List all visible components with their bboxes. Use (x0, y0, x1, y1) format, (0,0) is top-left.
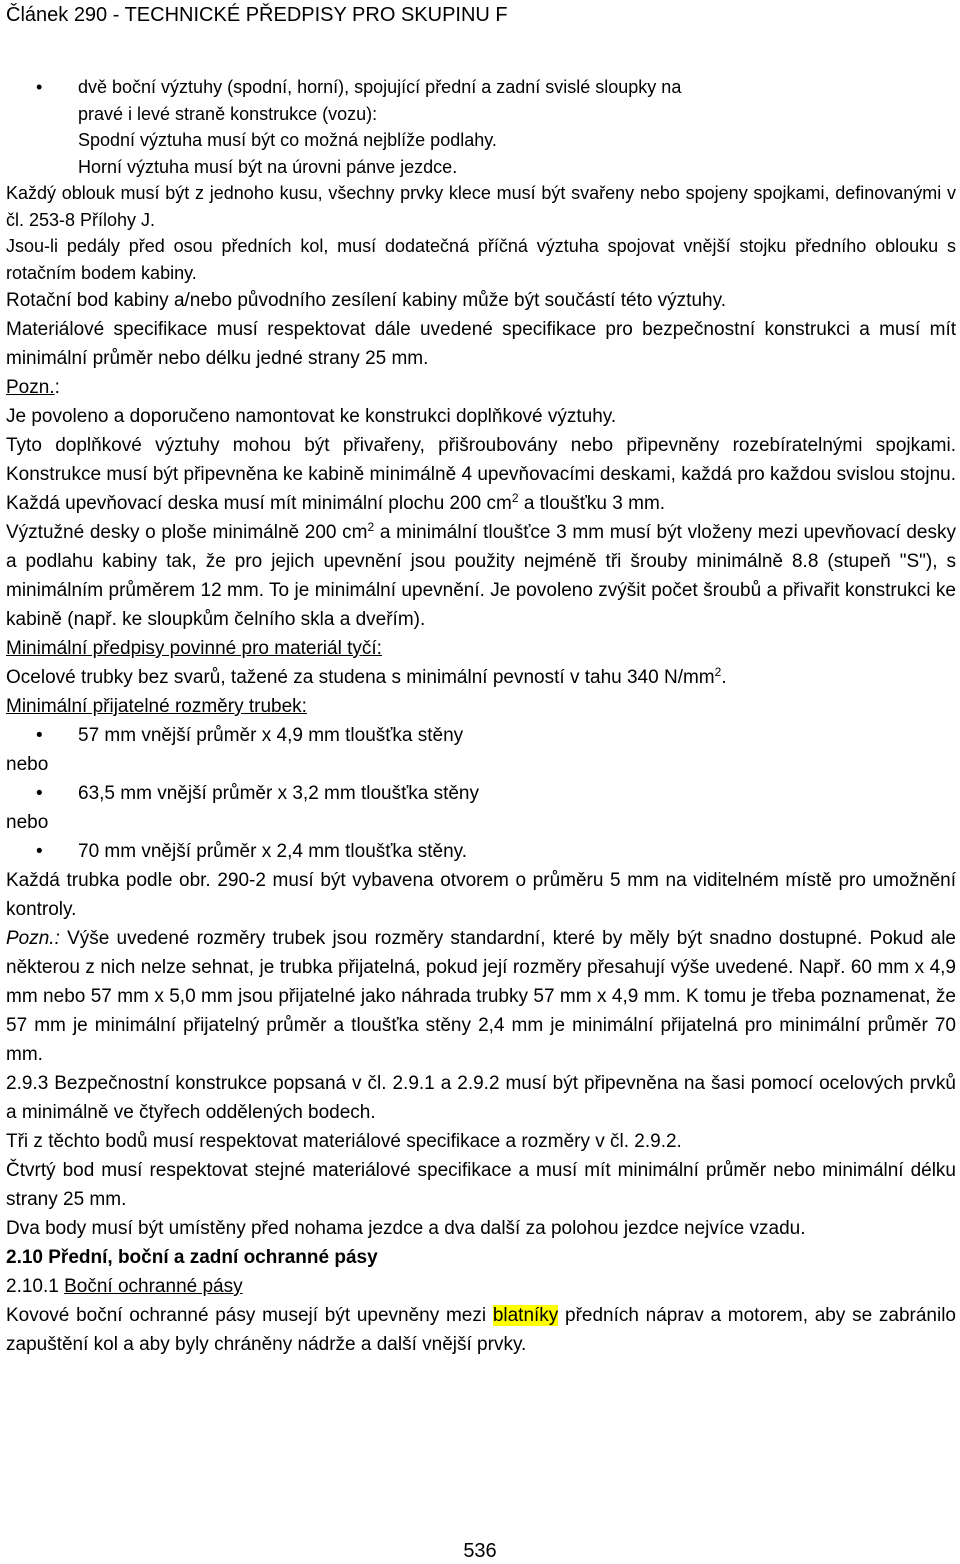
text: a tloušťku 3 mm. (518, 493, 666, 514)
bullet-icon: • (36, 841, 43, 862)
list-item (6, 721, 956, 750)
paragraph-tri-body: Tři z těchto bodů musí respektovat materiálové specifikace a rozměry v čl. 2.9.2. (6, 1131, 682, 1152)
bullet-icon: • (36, 77, 43, 97)
tube-spec: 63,5 mm vnější průměr x 3,2 mm tloušťka stěny (78, 783, 479, 804)
text: a minimální tloušťce 3 mm musí být vloženy mezi upevňovací desky a podlahu kabiny tak, že pro jejich upevnění jsou použity nejméně tři šrouby minimálně 8.8 (stupeň "S"), s minimálním průměrem 12 mm. To je minimální upevnění. Je povoleno zvýšit počet šroubů a přivařit konstrukci ke kabině (např. ke sloupkům čelního skla a dveřím). (6, 522, 956, 630)
paragraph-dva-body: Dva body musí být umístěny před nohama jezdce a dva další za polohou jezdce nejvíce vzadu. (6, 1218, 806, 1239)
heading-material: Minimální předpisy povinné pro materiál tyčí: (6, 638, 382, 659)
bullet-text: pravé i levé straně konstrukce (vozu): (78, 103, 378, 124)
paragraph-doplnkove (6, 431, 956, 518)
superscript: 2 (367, 520, 375, 534)
text: předních náprav a motorem, aby se zabránilo zapuštění kol a aby byly chráněny nádrže a další vnější prvky. (6, 1305, 956, 1355)
paragraph-ctvrty-bod: Čtvrtý bod musí respektovat stejné materiálové specifikace a musí mít minimální průměr nebo minimální délku strany 25 mm. (6, 1160, 956, 1210)
bullet-block-side-braces (6, 74, 956, 286)
text: Tyto doplňkové výztuhy mohou být přivařeny, přišroubovány nebo připevněny rozebíratelnými spojkami. Konstrukce musí být připevněna ke kabině minimálně 4 upevňovacími deskami, každá pro každou svislou stojnu. Každá upevňovací deska musí mít minimální plochu 200 cm (6, 435, 956, 514)
bullet-text: dvě boční výztuhy (spodní, horní), spojující přední a zadní svislé sloupky na (78, 77, 682, 97)
list-item (6, 74, 956, 101)
subsection-heading-2-10-1 (6, 1272, 956, 1301)
text: Výše uvedené rozměry trubek jsou rozměry standardní, které by měly být snadno dostupné. Pokud ale některou z nich nelze sehnat, je trubka přijatelná, pokud její rozměry přesahují výše uvedené. Např. 60 mm x 4,9 mm nebo 57 mm x 5,0 mm jsou přijatelné jako náhrada trubky 57 mm x 4,9 mm. K tomu je třeba poznamenat, že 57 mm je minimální přijatelný průměr a tloušťka stěny 2,4 mm je minimální přijatelná pro minimální průměr 70 mm. (6, 928, 956, 1065)
bullet-icon: • (36, 783, 43, 804)
paragraph-pedaly: Jsou-li pedály před osou předních kol, musí dodatečná příčná výztuha spojovat vnější stojku předního oblouku s rotačním bodem kabiny. (6, 236, 956, 283)
superscript: 2 (714, 665, 722, 679)
note-label: Pozn. (6, 377, 55, 398)
list-item-continuation (6, 127, 956, 154)
or-separator: nebo (6, 754, 49, 775)
page-header: Článek 290 - TECHNICKÉ PŘEDPISY PRO SKUPINU F (6, 4, 508, 26)
text: . (721, 667, 727, 688)
bullet-text: Spodní výztuha musí být co možná nejblíže podlahy. (78, 130, 497, 150)
tube-spec: 57 mm vnější průměr x 4,9 mm tloušťka stěny (78, 725, 464, 746)
superscript: 2 (511, 491, 519, 505)
text: Ocelové trubky bez svarů, tažené za studena s minimální pevností v tahu 340 N/mm (6, 667, 715, 688)
paragraph-povoleno: Je povoleno a doporučeno namontovat ke konstrukci doplňkové výztuhy. (6, 406, 617, 427)
subsection-title: Boční ochranné pásy (64, 1276, 243, 1297)
paragraph-vyztuzne-desky (6, 518, 956, 634)
text: Kovové boční ochranné pásy musejí být upevněny mezi (6, 1305, 493, 1326)
paragraph-kazda-trubka: Každá trubka podle obr. 290-2 musí být vybavena otvorem o průměru 5 mm na viditelném místě pro umožnění kontroly. (6, 870, 956, 920)
paragraph-kovove-pasy (6, 1301, 956, 1359)
bullet-icon: • (36, 725, 43, 746)
paragraph-rotacni-bod: Rotační bod kabiny a/nebo původního zesílení kabiny může být součástí této výztuhy. (6, 290, 726, 311)
heading-rozmery: Minimální přijatelné rozměry trubek: (6, 696, 307, 717)
paragraph-ocelove (6, 663, 956, 692)
article-body (6, 74, 956, 1359)
bullet-text: Horní výztuha musí být na úrovni pánve jezdce. (78, 156, 458, 177)
note-heading (6, 373, 956, 402)
paragraph-pozn-rozmery (6, 924, 956, 1069)
text: Výztužné desky o ploše minimálně 200 cm (6, 522, 368, 543)
list-item (6, 779, 956, 808)
note-colon: : (54, 928, 60, 949)
tube-spec: 70 mm vnější průměr x 2,4 mm tloušťka stěny. (78, 841, 468, 862)
note-colon: : (54, 377, 60, 398)
paragraph-2-9-3: 2.9.3 Bezpečnostní konstrukce popsaná v čl. 2.9.1 a 2.9.2 musí být připevněna na šasi pomocí ocelových prvků a minimálně ve čtyřech oddělených bodech. (6, 1073, 956, 1123)
paragraph-oblouk: Každý oblouk musí být z jednoho kusu, všechny prvky klece musí být svařeny nebo spojeny spojkami, definovanými v čl. 253-8 Přílohy J. (6, 183, 956, 230)
section-heading-2-10: 2.10 Přední, boční a zadní ochranné pásy (6, 1247, 378, 1268)
note-label: Pozn. (6, 928, 55, 949)
highlighted-word: blatníky (492, 1305, 559, 1326)
list-item-continuation (6, 154, 956, 181)
list-item (6, 837, 956, 866)
page-number: 536 (463, 1540, 497, 1562)
list-item-continuation (6, 101, 956, 128)
subsection-number: 2.10.1 (6, 1276, 65, 1297)
paragraph-materialove: Materiálové specifikace musí respektovat dále uvedené specifikace pro bezpečnostní konstrukci a musí mít minimální průměr nebo délku jedné strany 25 mm. (6, 319, 956, 369)
or-separator: nebo (6, 812, 49, 833)
